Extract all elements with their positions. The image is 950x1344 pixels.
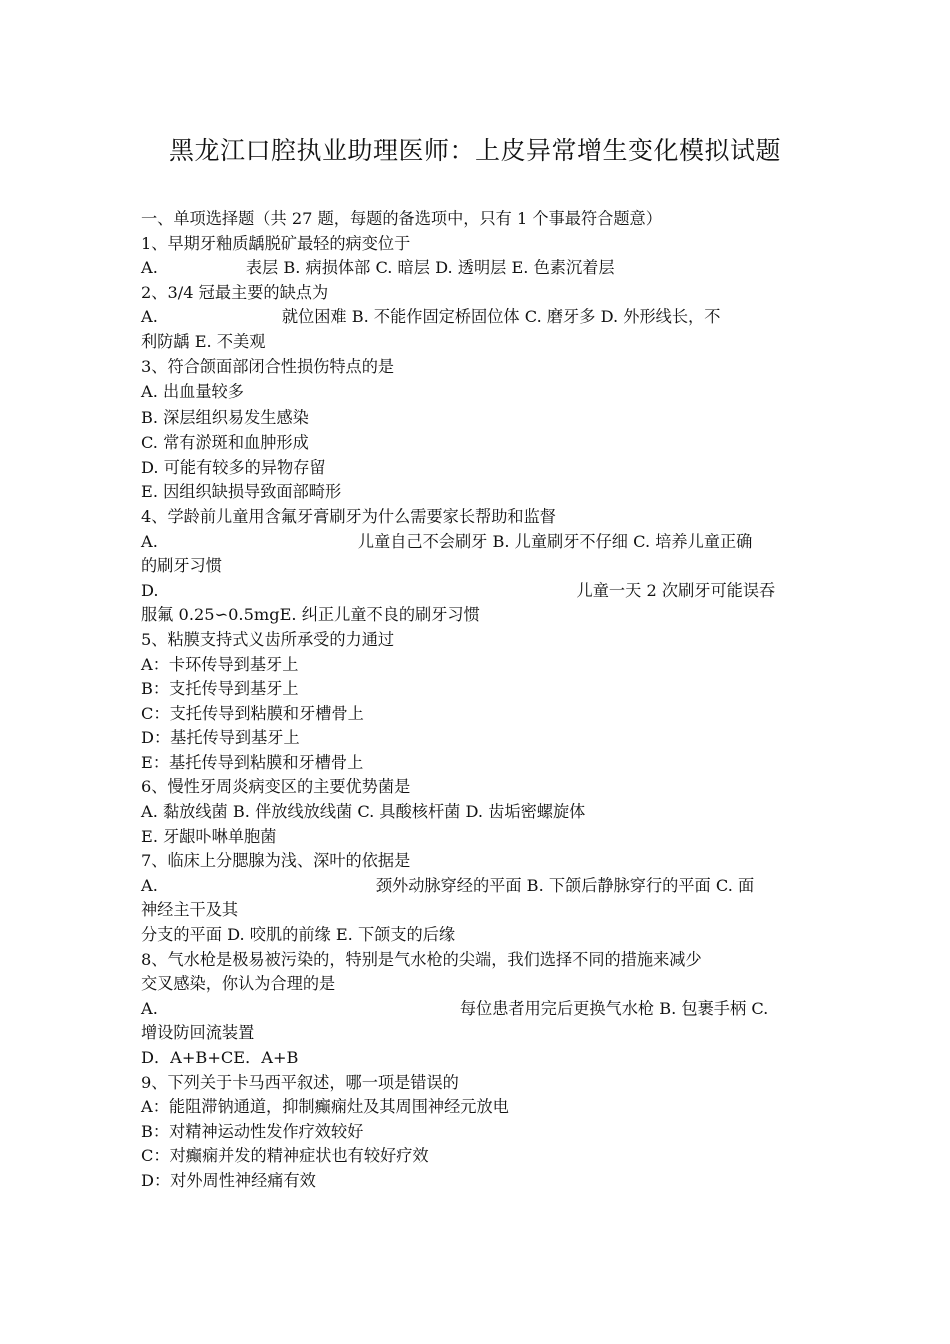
question-7-options-cont2: 分支的平面 D. 咬肌的前缘 E. 下颌支的后缘 xyxy=(141,925,456,945)
question-5-option-c: C：支托传导到粘膜和牙槽骨上 xyxy=(141,703,364,723)
question-6: 6、慢性牙周炎病变区的主要优势菌是 xyxy=(141,777,411,797)
question-9-option-a: A：能阻滞钠通道，抑制癫痫灶及其周围神经元放电 xyxy=(141,1097,509,1117)
question-2-options-cont: 利防龋 E. 不美观 xyxy=(141,331,266,351)
question-9-option-b: B：对精神运动性发作疗效较好 xyxy=(141,1121,364,1141)
question-5: 5、粘膜支持式义齿所承受的力通过 xyxy=(141,629,395,649)
question-8-options: A. 每位患者用完后更换气水枪 B. 包裹手柄 C. xyxy=(141,998,769,1018)
question-8: 8、气水枪是极易被污染的，特别是气水枪的尖端，我们选择不同的措施来减少 xyxy=(141,949,702,969)
question-4: 4、学龄前儿童用含氟牙膏刷牙为什么需要家长帮助和监督 xyxy=(141,506,556,526)
question-4-options: A. 儿童自己不会刷牙 B. 儿童刷牙不仔细 C. 培养儿童正确 xyxy=(141,531,753,551)
question-9-option-c: C：对癫痫并发的精神症状也有较好疗效 xyxy=(141,1146,429,1166)
question-3-option-b: B. 深层组织易发生感染 xyxy=(141,408,309,428)
document-title: 黑龙江口腔执业助理医师：上皮异常增生变化模拟试题 xyxy=(168,136,781,165)
question-6-option-e: E. 牙龈卟啉单胞菌 xyxy=(141,826,277,846)
question-5-option-e: E：基托传导到粘膜和牙槽骨上 xyxy=(141,752,364,772)
question-2: 2、3/4 冠最主要的缺点为 xyxy=(141,282,329,302)
section-header: 一、单项选择题（共 27 题，每题的备选项中，只有 1 个事最符合题意） xyxy=(141,209,662,228)
question-1-options: A. 表层 B. 病损体部 C. 暗层 D. 透明层 E. 色素沉着层 xyxy=(141,258,615,278)
question-4-options-cont: 的刷牙习惯 xyxy=(141,556,222,576)
question-3-option-a: A. 出血量较多 xyxy=(141,382,244,402)
question-4-option-d-cont: 服氟 0.25∽0.5mgE. 纠正儿童不良的刷牙习惯 xyxy=(141,605,480,625)
question-9: 9、下列关于卡马西平叙述，哪一项是错误的 xyxy=(141,1072,459,1092)
question-8-options-cont: 增设防回流装置 xyxy=(141,1023,255,1043)
question-5-option-d: D：基托传导到基牙上 xyxy=(141,728,300,748)
question-3-option-c: C. 常有淤斑和血肿形成 xyxy=(141,433,309,453)
question-2-options: A. 就位困难 B. 不能作固定桥固位体 C. 磨牙多 D. 外形线长，不 xyxy=(141,307,721,327)
question-3-option-e: E. 因组织缺损导致面部畸形 xyxy=(141,482,342,502)
question-9-option-d: D：对外周性神经痛有效 xyxy=(141,1170,316,1190)
question-3-option-d: D. 可能有较多的异物存留 xyxy=(141,457,326,477)
question-1: 1、早期牙釉质龋脱矿最轻的病变位于 xyxy=(141,233,411,253)
question-list xyxy=(141,207,813,1194)
question-6-options: A. 黏放线菌 B. 伴放线放线菌 C. 具酸核杆菌 D. 齿垢密螺旋体 xyxy=(141,802,586,822)
question-7-options-cont: 神经主干及其 xyxy=(141,900,239,920)
question-8-cont: 交叉感染，你认为合理的是 xyxy=(141,974,336,994)
question-8-option-d: D．A+B+CE．A+B xyxy=(141,1048,299,1067)
question-5-option-b: B：支托传导到基牙上 xyxy=(141,679,299,699)
question-7: 7、临床上分腮腺为浅、深叶的依据是 xyxy=(141,851,411,871)
question-7-options: A. 颈外动脉穿经的平面 B. 下颌后静脉穿行的平面 C. 面 xyxy=(141,875,755,895)
question-5-option-a: A：卡环传导到基牙上 xyxy=(141,654,299,674)
question-3: 3、符合颌面部闭合性损伤特点的是 xyxy=(141,356,395,376)
question-4-option-d: D. 儿童一天 2 次刷牙可能误吞 xyxy=(141,580,776,600)
